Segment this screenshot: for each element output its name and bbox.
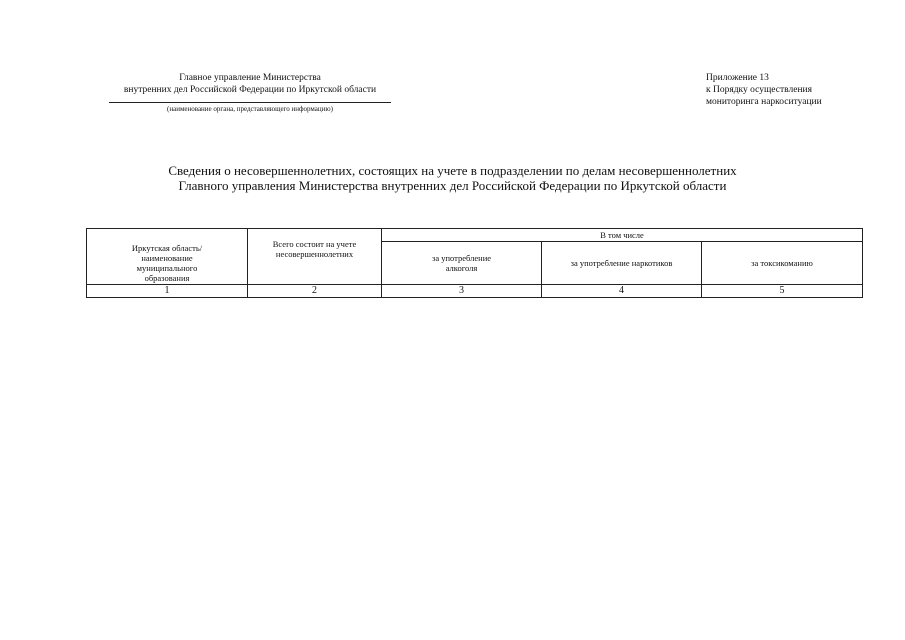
header-drugs-line: за употребление наркотиков [570, 258, 673, 268]
header-region-line: наименование [141, 253, 193, 263]
header-region-line: муниципального [136, 263, 198, 273]
header-alcohol-line: алкоголя [445, 263, 478, 273]
table-header-row-1 [87, 229, 863, 242]
header-including-group: В том числе [382, 229, 863, 242]
header-total-registered [248, 229, 382, 285]
organization-underline [109, 102, 391, 103]
header-toxic-substances [702, 242, 863, 285]
header-total-line: несовершеннолетних [275, 249, 354, 259]
organization-header [100, 72, 400, 114]
document-title-line-1: Сведения о несовершеннолетних, состоящих на учете в подразделении по делам несовершеннолетних [168, 163, 737, 178]
column-number: 4 [542, 285, 702, 298]
organization-name-line-1: Главное управление Министерства [179, 73, 321, 83]
header-region [87, 229, 248, 285]
column-number: 2 [248, 285, 382, 298]
report-table [86, 228, 863, 298]
header-total-line: Всего состоит на учете [272, 239, 357, 249]
column-number: 1 [87, 285, 248, 298]
appendix-line-1: Приложение 13 [706, 73, 769, 83]
header-alcohol [382, 242, 542, 285]
organization-caption: (наименование органа, представляющего информацию) [167, 105, 333, 113]
header-alcohol-line: за употребление [431, 253, 492, 263]
appendix-reference [706, 72, 866, 108]
organization-name-line-2: внутренних дел Российской Федерации по Иркутской области [123, 85, 377, 95]
header-region-line: Иркутская область/ [131, 243, 203, 253]
appendix-line-2: к Порядку осуществления [706, 85, 812, 95]
column-number: 5 [702, 285, 863, 298]
document-title [0, 163, 905, 193]
header-toxic-line: за токсикоманию [751, 258, 813, 268]
appendix-line-3: мониторинга наркоситуации [706, 97, 822, 107]
column-number: 3 [382, 285, 542, 298]
document-title-line-2: Главного управления Министерства внутренних дел Российской Федерации по Иркутской области [178, 178, 727, 193]
header-region-line: образования [144, 273, 190, 283]
column-number-row [87, 285, 863, 298]
header-drugs [542, 242, 702, 285]
